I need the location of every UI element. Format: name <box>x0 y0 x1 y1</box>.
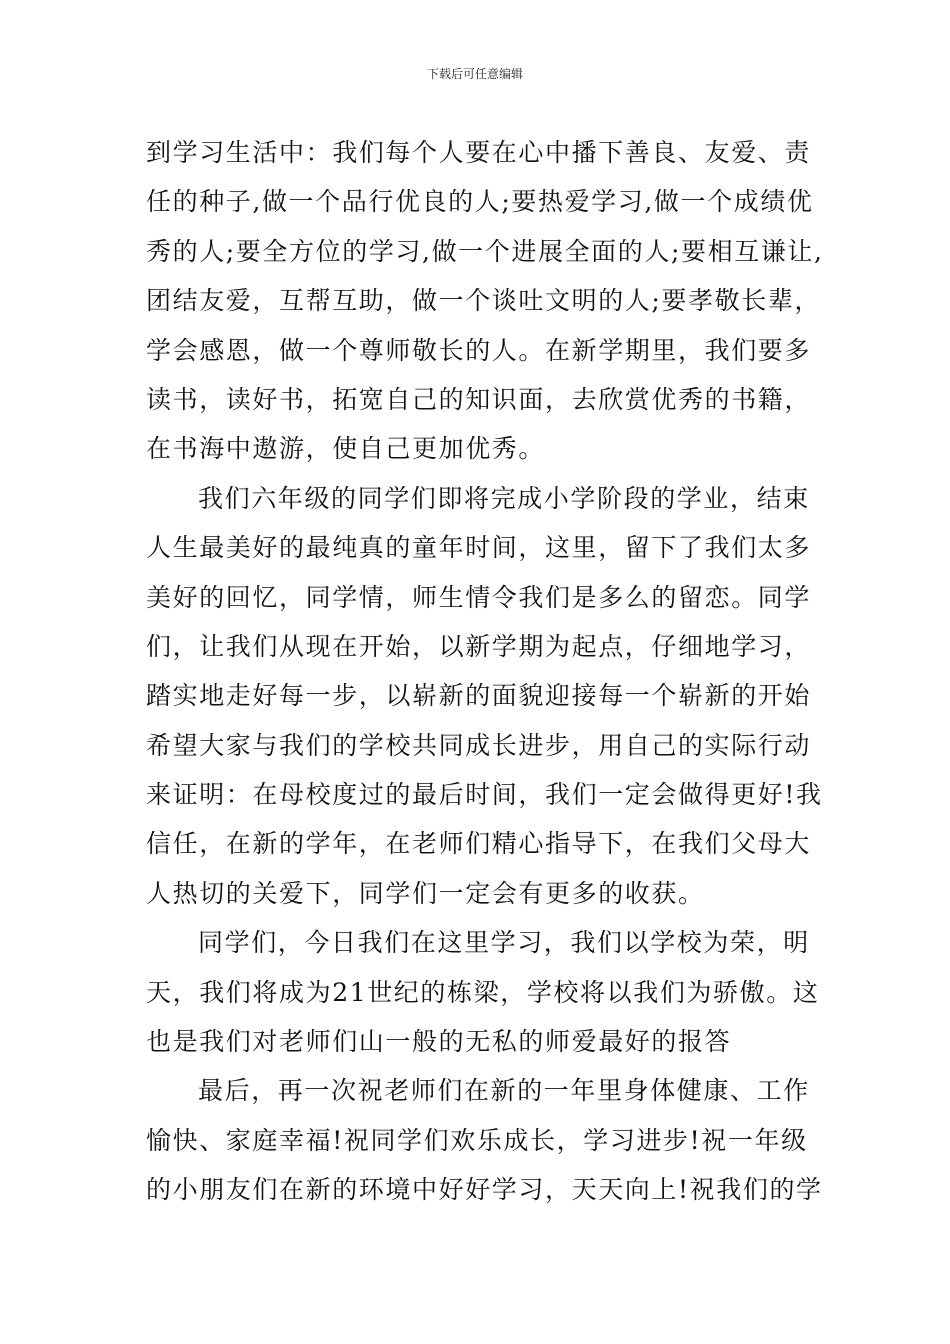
text-line: 天，我们将成为21世纪的栋梁，学校将以我们为骄傲。这 <box>146 977 820 1007</box>
text-line: 学会感恩，做一个尊师敬长的人。在新学期里，我们要多 <box>146 335 812 365</box>
text-line: 人生最美好的最纯真的童年时间，这里，留下了我们太多 <box>146 533 812 563</box>
text-line: 在书海中遨游，使自己更加优秀。 <box>146 434 546 464</box>
text-line: 美好的回忆，同学情，师生情令我们是多么的留恋。同学 <box>146 582 812 612</box>
text-line: 来证明：在母校度过的最后时间，我们一定会做得更好!我 <box>146 780 823 810</box>
text-line: 读书，读好书，拓宽自己的知识面，去欣赏优秀的书籍， <box>146 384 812 414</box>
text-line: 也是我们对老师们山一般的无私的师爱最好的报答 <box>146 1027 732 1057</box>
text-line: 同学们，今日我们在这里学习，我们以学校为荣，明 <box>198 928 810 958</box>
text-line: 到学习生活中：我们每个人要在心中播下善良、友爱、责 <box>146 138 812 167</box>
page-header: 下载后可任意编辑 <box>426 67 523 81</box>
text-line: 的小朋友们在新的环境中好好学习，天天向上!祝我们的学 <box>146 1175 823 1205</box>
text-line: 希望大家与我们的学校共同成长进步，用自己的实际行动 <box>146 730 812 760</box>
text-line: 秀的人;要全方位的学习,做一个进展全面的人;要相互谦让, <box>146 236 824 266</box>
document-body <box>146 128 822 1215</box>
text-line: 我们六年级的同学们即将完成小学阶段的学业，结束 <box>198 483 810 513</box>
text-line: 团结友爱，互帮互助，做一个谈吐文明的人;要孝敬长辈， <box>146 286 822 316</box>
text-line: 最后，再一次祝老师们在新的一年里身体健康、工作 <box>198 1076 810 1106</box>
text-line: 信任，在新的学年，在老师们精心指导下，在我们父母大 <box>146 829 812 859</box>
text-line: 人热切的关爱下，同学们一定会有更多的收获。 <box>146 878 705 908</box>
text-line: 们，让我们从现在开始，以新学期为起点，仔细地学习， <box>146 631 812 661</box>
text-line: 愉快、家庭幸福!祝同学们欢乐成长，学习进步!祝一年级 <box>146 1125 808 1155</box>
text-line: 踏实地走好每一步，以崭新的面貌迎接每一个崭新的开始 <box>146 681 812 711</box>
text-line: 任的种子,做一个品行优良的人;要热爱学习,做一个成绩优 <box>146 187 814 217</box>
